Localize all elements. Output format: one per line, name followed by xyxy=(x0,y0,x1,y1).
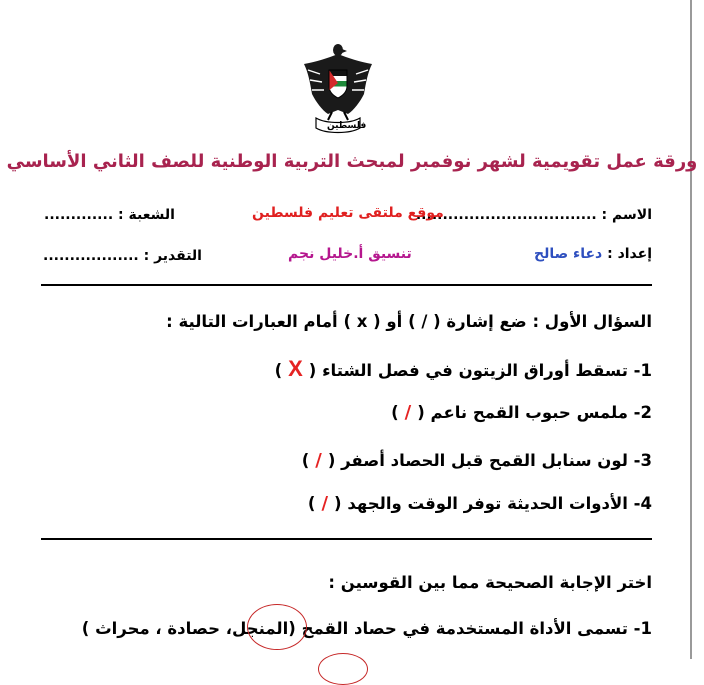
section-field: الشعبة : ............. xyxy=(44,207,175,223)
site-name: موقع ملتقى تعليم فلسطين xyxy=(252,205,444,221)
question2-item-1: 1- تسمى الأداة المستخدمة في حصاد القمح (المنجل، حصادة ، محراث ) xyxy=(81,619,652,638)
question1-heading: السؤال الأول : ضع إشارة ( / ) أو ( x ) أمام العبارات التالية : xyxy=(166,312,652,331)
page-border-right xyxy=(690,0,692,659)
divider-top xyxy=(41,284,652,286)
prepared-by-label: إعداد : xyxy=(607,246,652,262)
question1-item-3: 3- لون سنابل القمح قبل الحصاد أصفر (/) xyxy=(301,450,652,471)
prepared-by-name: دعاء صالح xyxy=(534,246,603,262)
answer-circle-partial xyxy=(318,653,368,685)
answer-circle xyxy=(247,604,307,650)
answer-mark-check: / xyxy=(315,450,322,471)
coordination-credit: تنسيق أ.خليل نجم xyxy=(288,246,412,262)
circled-answer: المنجل xyxy=(232,619,289,638)
answer-mark-check: / xyxy=(321,493,329,514)
question1-item-4: 4- الأدوات الحديثة توفر الوقت والجهد (/) xyxy=(307,493,652,514)
divider-middle xyxy=(41,538,652,540)
emblem-caption: فلسطين xyxy=(327,121,367,131)
question2-heading: اختر الإجابة الصحيحة مما بين القوسين : xyxy=(328,573,652,592)
question1-item-1: 1- تسقط أوراق الزيتون في فصل الشتاء (X) xyxy=(274,356,652,381)
answer-mark-check: / xyxy=(404,402,412,423)
student-name-field: الاسم : .................................. xyxy=(415,207,652,223)
grade-field: التقدير : .................. xyxy=(43,248,202,264)
question1-item-2: 2- ملمس حبوب القمح ناعم (/) xyxy=(391,402,652,423)
worksheet-title: ورقة عمل تقويمية لشهر نوفمبر لمبحث التربية الوطنية للصف الثاني الأساسي xyxy=(6,151,698,172)
prepared-by xyxy=(534,246,652,262)
answer-mark-x: X xyxy=(288,356,303,381)
